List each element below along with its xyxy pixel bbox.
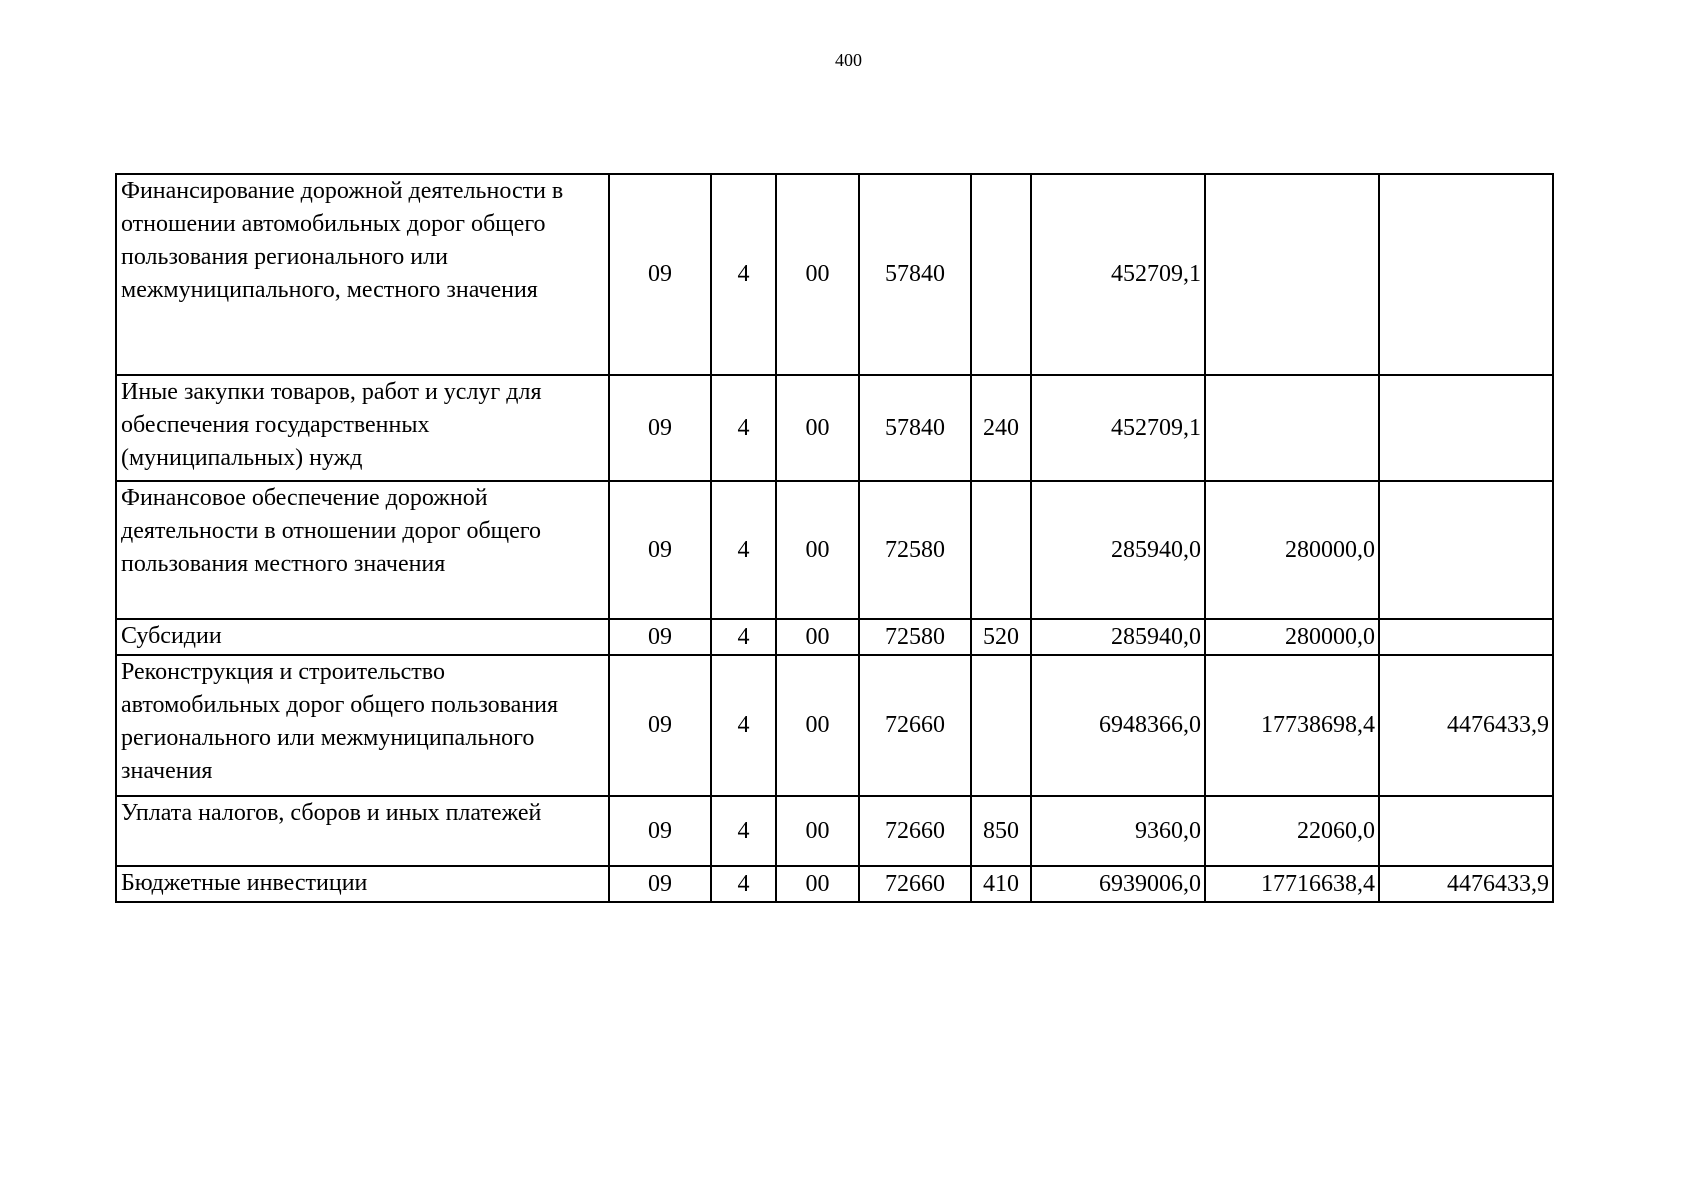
table-row (116, 655, 1553, 796)
expense-type-code (971, 174, 1031, 375)
amount-1: 452709,1 (1031, 375, 1205, 481)
item-code: 72660 (859, 655, 971, 796)
item-code: 72580 (859, 619, 971, 655)
amount-2 (1205, 174, 1379, 375)
amount-2 (1205, 375, 1379, 481)
program-code: 4 (711, 655, 776, 796)
amount-2: 17716638,4 (1205, 866, 1379, 902)
expense-type-code (971, 481, 1031, 619)
amount-3 (1379, 796, 1553, 866)
row-description: Субсидии (116, 619, 609, 655)
program-code: 4 (711, 796, 776, 866)
amount-3 (1379, 481, 1553, 619)
section-code: 09 (609, 375, 711, 481)
amount-3: 4476433,9 (1379, 866, 1553, 902)
amount-3 (1379, 619, 1553, 655)
item-code: 72660 (859, 796, 971, 866)
item-code: 72660 (859, 866, 971, 902)
expense-type-code: 850 (971, 796, 1031, 866)
amount-2: 280000,0 (1205, 481, 1379, 619)
subprogram-code: 00 (776, 655, 859, 796)
row-description: Реконструкция и строительство автомобильных дорог общего пользования регионального или межмуниципального значения (116, 655, 609, 796)
row-description: Иные закупки товаров, работ и услуг для обеспечения государственных (муниципальных) нужд (116, 375, 609, 481)
table-row (116, 481, 1553, 619)
program-code: 4 (711, 174, 776, 375)
subprogram-code: 00 (776, 375, 859, 481)
section-code: 09 (609, 481, 711, 619)
row-description: Уплата налогов, сборов и иных платежей (116, 796, 609, 866)
section-code: 09 (609, 655, 711, 796)
subprogram-code: 00 (776, 174, 859, 375)
program-code: 4 (711, 375, 776, 481)
item-code: 57840 (859, 174, 971, 375)
item-code: 72580 (859, 481, 971, 619)
amount-1: 9360,0 (1031, 796, 1205, 866)
amount-3 (1379, 375, 1553, 481)
expense-type-code: 520 (971, 619, 1031, 655)
table-row (116, 174, 1553, 375)
section-code: 09 (609, 866, 711, 902)
page-number: 400 (835, 50, 862, 70)
amount-1: 6948366,0 (1031, 655, 1205, 796)
table-row (116, 375, 1553, 481)
expense-type-code (971, 655, 1031, 796)
amount-2: 17738698,4 (1205, 655, 1379, 796)
amount-1: 6939006,0 (1031, 866, 1205, 902)
program-code: 4 (711, 866, 776, 902)
table-row (116, 796, 1553, 866)
row-description: Финансовое обеспечение дорожной деятельности в отношении дорог общего пользования местного значения (116, 481, 609, 619)
subprogram-code: 00 (776, 796, 859, 866)
program-code: 4 (711, 619, 776, 655)
amount-2: 280000,0 (1205, 619, 1379, 655)
section-code: 09 (609, 796, 711, 866)
row-description: Финансирование дорожной деятельности в отношении автомобильных дорог общего пользования регионального или межмуниципального, местного значения (116, 174, 609, 375)
amount-1: 285940,0 (1031, 481, 1205, 619)
amount-3: 4476433,9 (1379, 655, 1553, 796)
table-row (116, 619, 1553, 655)
section-code: 09 (609, 174, 711, 375)
amount-1: 285940,0 (1031, 619, 1205, 655)
item-code: 57840 (859, 375, 971, 481)
row-description: Бюджетные инвестиции (116, 866, 609, 902)
subprogram-code: 00 (776, 866, 859, 902)
subprogram-code: 00 (776, 619, 859, 655)
expense-type-code: 240 (971, 375, 1031, 481)
amount-3 (1379, 174, 1553, 375)
section-code: 09 (609, 619, 711, 655)
program-code: 4 (711, 481, 776, 619)
amount-1: 452709,1 (1031, 174, 1205, 375)
expense-type-code: 410 (971, 866, 1031, 902)
table-row (116, 866, 1553, 902)
budget-table (115, 173, 1554, 903)
subprogram-code: 00 (776, 481, 859, 619)
amount-2: 22060,0 (1205, 796, 1379, 866)
